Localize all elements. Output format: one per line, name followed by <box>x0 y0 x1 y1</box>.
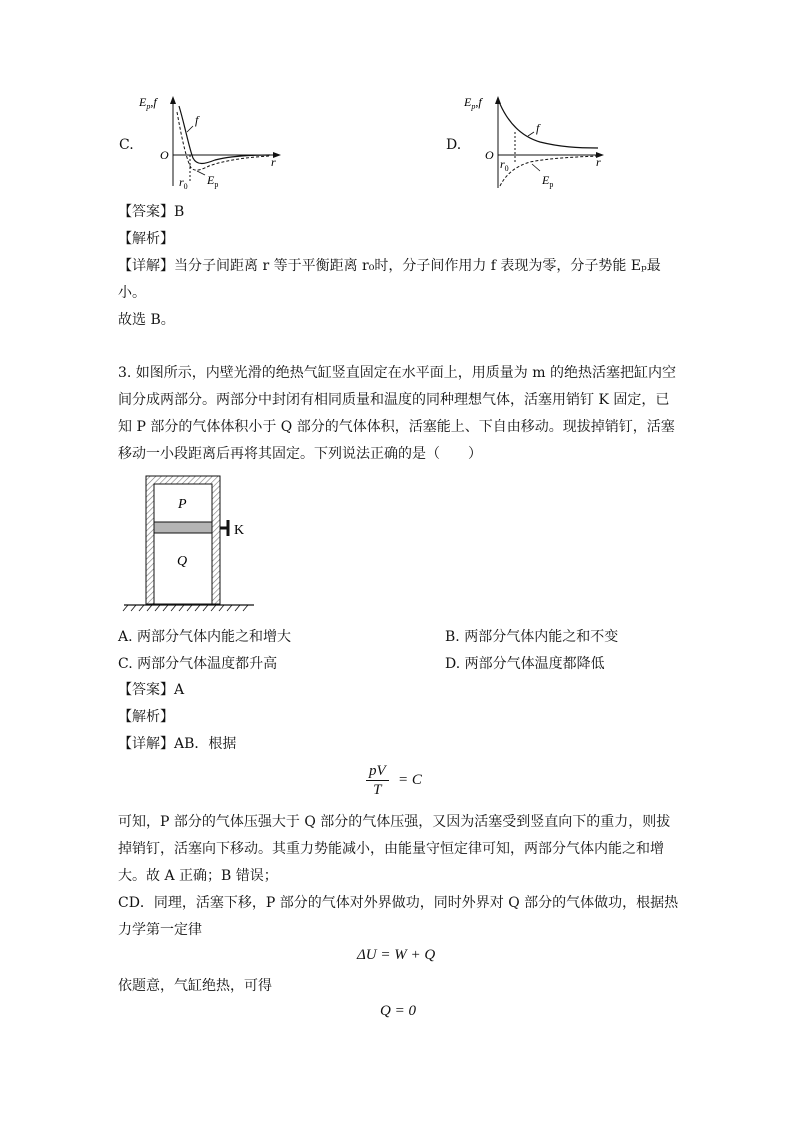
q3-option-b: B. 两部分气体内能之和不变 <box>445 629 619 645</box>
q3-explanation-line-4: CD．同理，活塞下移，P 部分的气体对外界做功，同时外界对 Q 部分的气体做功，根据热 <box>118 895 679 911</box>
formula-first-law: ΔU = W + Q <box>357 947 436 963</box>
q2-conclusion: 故选 B。 <box>118 312 175 328</box>
q2-analysis-heading: 【解析】 <box>118 231 174 247</box>
formula-denominator: T <box>373 782 382 798</box>
formula-fraction <box>366 762 389 799</box>
formula-rhs: = C <box>398 772 422 788</box>
graph-option-d <box>460 92 610 192</box>
q3-option-a: A. 两部分气体内能之和增大 <box>118 629 292 645</box>
region-label-q: Q <box>177 554 188 569</box>
axis-label-ep-f: $E_p,f$ <box>139 95 157 111</box>
curve-label-f: f <box>536 121 540 135</box>
axis-label-r: r <box>596 155 601 169</box>
q2-detail-line-2: 小。 <box>118 285 146 301</box>
pin-label-k: K <box>234 523 245 538</box>
cylinder-figure <box>120 472 260 617</box>
option-d-label: D. <box>446 137 462 153</box>
q3-explanation-line-2: 掉销钉，活塞向下移动。其重力势能减小，由能量守恒定律可知，两部分气体内能之和增 <box>118 841 664 857</box>
formula-numerator: pV <box>366 762 389 781</box>
q3-stem-line-2: 间分成两部分。两部分中封闭有相同质量和温度的同种理想气体，活塞用销钉 K 固定，已 <box>118 392 670 408</box>
q3-explanation-line-5: 力学第一定律 <box>118 922 202 938</box>
origin-label: O <box>485 148 494 162</box>
q3-stem-line-4: 移动一小段距离后再将其固定。下列说法正确的是（ ） <box>118 446 482 462</box>
q2-detail-line-1: 【详解】当分子间距离 r 等于平衡距离 r₀时，分子间作用力 f 表现为零，分子势能 Eₚ最 <box>118 258 661 274</box>
q3-stem-line-1: 3. 如图所示，内壁光滑的绝热气缸竖直固定在水平面上，用质量为 m 的绝热活塞把缸内空 <box>118 365 676 381</box>
q3-explanation-line-6: 依题意，气缸绝热，可得 <box>118 978 272 994</box>
q3-explanation-line-1: 可知，P 部分的气体压强大于 Q 部分的气体压强，又因为活塞受到竖直向下的重力，则拔 <box>118 814 671 830</box>
q3-stem-line-3: 知 P 部分的气体体积小于 Q 部分的气体体积，活塞能上、下自由移动。现拔掉销钉，活塞 <box>118 419 675 435</box>
graph-option-c <box>135 92 285 192</box>
formula-q-zero: Q = 0 <box>380 1003 416 1019</box>
region-label-p: P <box>178 497 187 512</box>
r0-label: $r_0$ <box>179 175 188 191</box>
axis-label-ep-f: $E_p,f$ <box>464 95 482 111</box>
q3-option-d: D. 两部分气体温度都降低 <box>445 656 605 672</box>
q3-answer: 【答案】A <box>118 682 185 698</box>
r0-label: $r_0$ <box>500 157 509 173</box>
q2-answer: 【答案】B <box>118 204 185 220</box>
origin-label: O <box>160 148 169 162</box>
curve-label-ep: $E_p$ <box>542 173 554 189</box>
axis-label-r: r <box>271 155 276 169</box>
q3-option-c: C. 两部分气体温度都升高 <box>118 656 278 672</box>
q3-detail-ab: 【详解】AB．根据 <box>118 736 237 752</box>
curve-label-ep: $E_p$ <box>207 173 219 189</box>
q3-analysis-heading: 【解析】 <box>118 709 174 725</box>
option-c-label: C. <box>119 137 134 153</box>
q3-explanation-line-3: 大。故 A 正确；B 错误； <box>118 868 278 884</box>
curve-label-f: f <box>195 113 199 127</box>
